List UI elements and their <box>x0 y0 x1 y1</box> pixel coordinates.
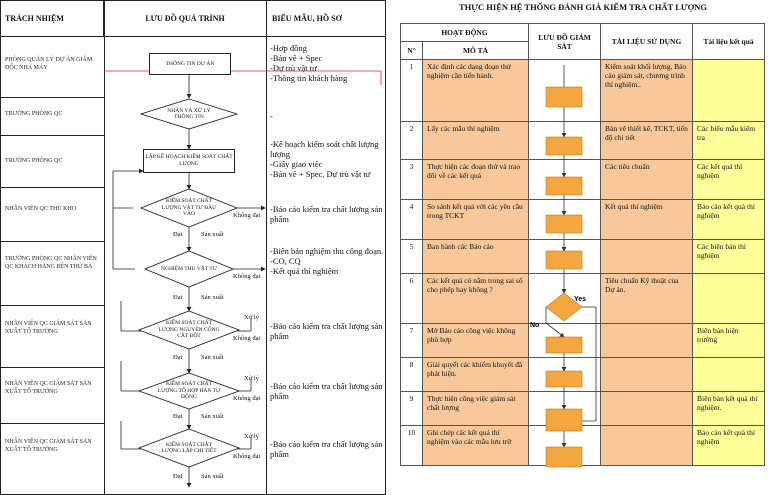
flow-node-input-material: KIỂM SOÁT CHẤT LƯỢNG VẬT TƯ ĐẦU VÀO <box>161 198 217 218</box>
row-number: 7 <box>401 324 423 358</box>
header-result-docs: Tài liệu kết quả <box>693 24 765 60</box>
form-item: -Dự trù vật tư <box>270 63 317 73</box>
row-docs <box>601 358 693 392</box>
row-number: 6 <box>401 274 423 324</box>
row-description: Thực hiện công việc giám sát chất lượng <box>423 392 529 426</box>
responsibility-cell: NHÂN VIÊN QC THỦ KHO <box>5 206 77 212</box>
row-docs: Các tiêu chuẩn <box>601 160 693 200</box>
header-description: MÔ TẢ <box>423 42 529 60</box>
form-item: -Báo cáo kiểm tra chất lượng sản phẩm <box>270 439 383 459</box>
row-description: Các kết quả có nằm trong sai số cho phép hay không ? <box>423 274 529 324</box>
production-label: Sản xuất <box>201 473 224 480</box>
row-result <box>693 358 765 392</box>
row-number: 2 <box>401 122 423 160</box>
row-description: Ghi chép các kết quả thí nghiệm vào các mẫu lưu trữ <box>423 426 529 466</box>
row-number: 1 <box>401 60 423 122</box>
header-docs-used: TÀI LIỆU SỬ DỤNG <box>601 24 693 60</box>
flow-node-cutting: KIỂM SOÁT CHẤT LƯỢNG NGUYÊN CÔNG CẮT ĐỘT <box>158 320 220 340</box>
row-description: Mở Báo cáo công việc không phù hợp <box>423 324 529 358</box>
pass-label: Đạt <box>173 473 183 480</box>
yes-label: Yes <box>574 296 587 303</box>
responsibility-cell: NHÂN VIÊN QC GIÁM SÁT SẢN XUẤT TỔ TRƯỞNG <box>5 381 92 395</box>
form-item: - <box>270 111 273 121</box>
row-description: Xác định các dạng đoạn thử nghiệm cần tiến hành. <box>423 60 529 122</box>
row-number: 5 <box>401 240 423 274</box>
no-label: No <box>530 322 540 329</box>
row-result <box>693 274 765 324</box>
flow-block <box>546 87 582 107</box>
row-result: Báo cáo kết quả thí nghiệm <box>693 426 765 466</box>
row-description: Thực hiện các đoạn thử và trao đổi về các kết quả <box>423 160 529 200</box>
header-no: N° <box>401 42 423 60</box>
row-result: Biên bản kết quả thí nghiệm. <box>693 392 765 426</box>
monitoring-flow-diagram <box>528 65 600 495</box>
form-item: -Giấy giao việc <box>270 159 323 169</box>
row-number: 3 <box>401 160 423 200</box>
responsibility-cell: TRƯỞNG PHÒNG QC <box>5 158 63 164</box>
production-label: Sản xuất <box>201 231 224 238</box>
row-result: Biên bản hiện trường <box>693 324 765 358</box>
flow-block <box>546 215 582 233</box>
header-process-flow: LƯU ĐỒ QUÁ TRÌNH <box>104 1 266 37</box>
row-description: Lấy các mẫu thí nghiệm <box>423 122 529 160</box>
row-docs: Bản vẽ thiết kế, TCKT, tiến độ chi tiết <box>601 122 693 160</box>
fail-label: Không đạt <box>233 335 261 342</box>
row-docs <box>601 240 693 274</box>
row-docs: Tiêu chuẩn Kỹ thuật của Dự án. <box>601 274 693 324</box>
row-number: 10 <box>401 426 423 466</box>
responsibility-cell: TRƯỞNG PHÒNG QC <box>5 111 63 117</box>
row-result: Các biên bản thí nghiệm <box>693 240 765 274</box>
form-item: -Biên bản nghiệm thu công đoạn. <box>270 246 384 256</box>
production-label: Sản xuất <box>201 413 224 420</box>
form-item: -Bản vẽ + Spec <box>270 53 323 63</box>
flow-node-project-info: THÔNG TIN DỰ ÁN <box>149 53 231 75</box>
header-forms-records: BIỂU MẪU, HỒ SƠ <box>266 1 386 37</box>
form-item: -Báo cáo kiểm tra chất lượng sản phẩm <box>270 321 383 341</box>
fail-label: Không đạt <box>233 453 261 460</box>
flow-block <box>546 251 582 269</box>
handle-label: Xử lý <box>244 375 259 382</box>
row-docs: Kết quả thí nghiệm <box>601 200 693 240</box>
responsibility-cell: TRƯỞNG PHÒNG QC NHÂN VIÊN QC KHÁCH HÀNG BÊN THỨ BA <box>5 256 97 270</box>
responsibility-cell: NHÂN VIÊN QC GIÁM SÁT SẢN XUẤT TỔ TRƯỞNG <box>5 321 92 335</box>
quality-evaluation-panel <box>398 0 768 495</box>
form-item: -CO, CQ <box>270 256 301 266</box>
flow-node-plan-quality: LẬP KẾ HOẠCH KIỂM SOÁT CHẤT LƯỢNG <box>143 149 235 173</box>
form-item: -Bản vẽ + Spec, Dự trù vật tư <box>270 169 371 179</box>
production-label: Sản xuất <box>201 294 224 301</box>
row-docs: Kiểm soát khối lượng, Báo cáo giám sát, chương trình thí nghiệm.. <box>601 60 693 122</box>
responsibility-cell: PHÒNG QUẢN LÝ DỰ ÁN GIÁM ĐỐC NHÀ MÁY <box>5 57 93 71</box>
row-number: 9 <box>401 392 423 426</box>
row-result <box>693 60 765 122</box>
row-number: 8 <box>401 358 423 392</box>
header-responsibility: TRÁCH NHIỆM <box>1 1 104 37</box>
row-result: Báo cáo kết quả thí nghiệm <box>693 200 765 240</box>
row-docs <box>601 392 693 426</box>
row-docs <box>601 426 693 466</box>
flow-node-receive-process: NHẬN VÀ XỬ LÝ THÔNG TIN <box>167 107 211 120</box>
row-result: Các kết quả thí nghiệm <box>693 160 765 200</box>
flow-node-material-acceptance: NGHIỆM THU VẬT TƯ <box>161 265 217 272</box>
form-item: -Hợp đồng <box>270 43 307 53</box>
pass-label: Đạt <box>173 354 183 361</box>
header-monitoring-flow: LƯU ĐỒ GIÁM SÁT <box>529 24 601 60</box>
flow-block <box>546 337 582 353</box>
row-description: So sánh kết quả với các yêu cầu trong TCKT <box>423 200 529 240</box>
form-item: -Báo cáo kiểm tra chất lượng sản phẩm <box>270 204 383 224</box>
responsibility-cell: NHÂN VIÊN QC GIÁM SÁT SẢN XUẤT TỔ TRƯỞNG <box>5 439 92 453</box>
fail-label: Không đạt <box>233 273 261 280</box>
panel-title: THỰC HIỆN HỆ THỐNG ĐÁNH GIÁ KIỂM TRA CHẤT LƯỢNG <box>458 2 708 12</box>
pass-label: Đạt <box>173 413 183 420</box>
form-item: -Kế hoạch kiểm soát chất lượng lượng <box>270 139 379 159</box>
form-item: -Kết quả thí nghiệm <box>270 266 339 276</box>
flow-block <box>546 447 582 467</box>
flow-block <box>546 137 582 155</box>
header-activity: HOẠT ĐỘNG <box>401 24 529 42</box>
flow-block <box>546 371 582 387</box>
row-description: Giải quyết các khiếm khuyết đã phát hiện. <box>423 358 529 392</box>
production-label: Sản xuất <box>201 354 224 361</box>
handle-label: Xử lý <box>244 314 259 321</box>
form-item: -Báo cáo kiểm tra chất lượng sản phẩm <box>270 381 383 401</box>
flowchart-connectors <box>1 1 387 495</box>
form-item: -Thông tin khách hàng <box>270 73 348 83</box>
row-description: Ban hành các Báo cáo <box>423 240 529 274</box>
flow-block <box>546 409 582 431</box>
row-result: Các biểu mẫu kiểm tra <box>693 122 765 160</box>
handle-label: Xử lý <box>244 433 259 440</box>
flow-block <box>546 177 582 195</box>
pass-label: Đạt <box>173 294 183 301</box>
fail-label: Không đạt <box>233 212 261 219</box>
flow-node-welding: KIỂM SOÁT CHẤT LƯỢNG TỔ HỢP HÀN TỰ ĐỘNG <box>157 381 221 401</box>
pass-label: Đạt <box>173 231 183 238</box>
row-docs <box>601 324 693 358</box>
row-number: 4 <box>401 200 423 240</box>
flow-node-assembly: KIỂM SOÁT CHẤT LƯỢNG LẮP CHI TIẾT <box>161 441 217 454</box>
fail-label: Không đạt <box>233 395 261 402</box>
